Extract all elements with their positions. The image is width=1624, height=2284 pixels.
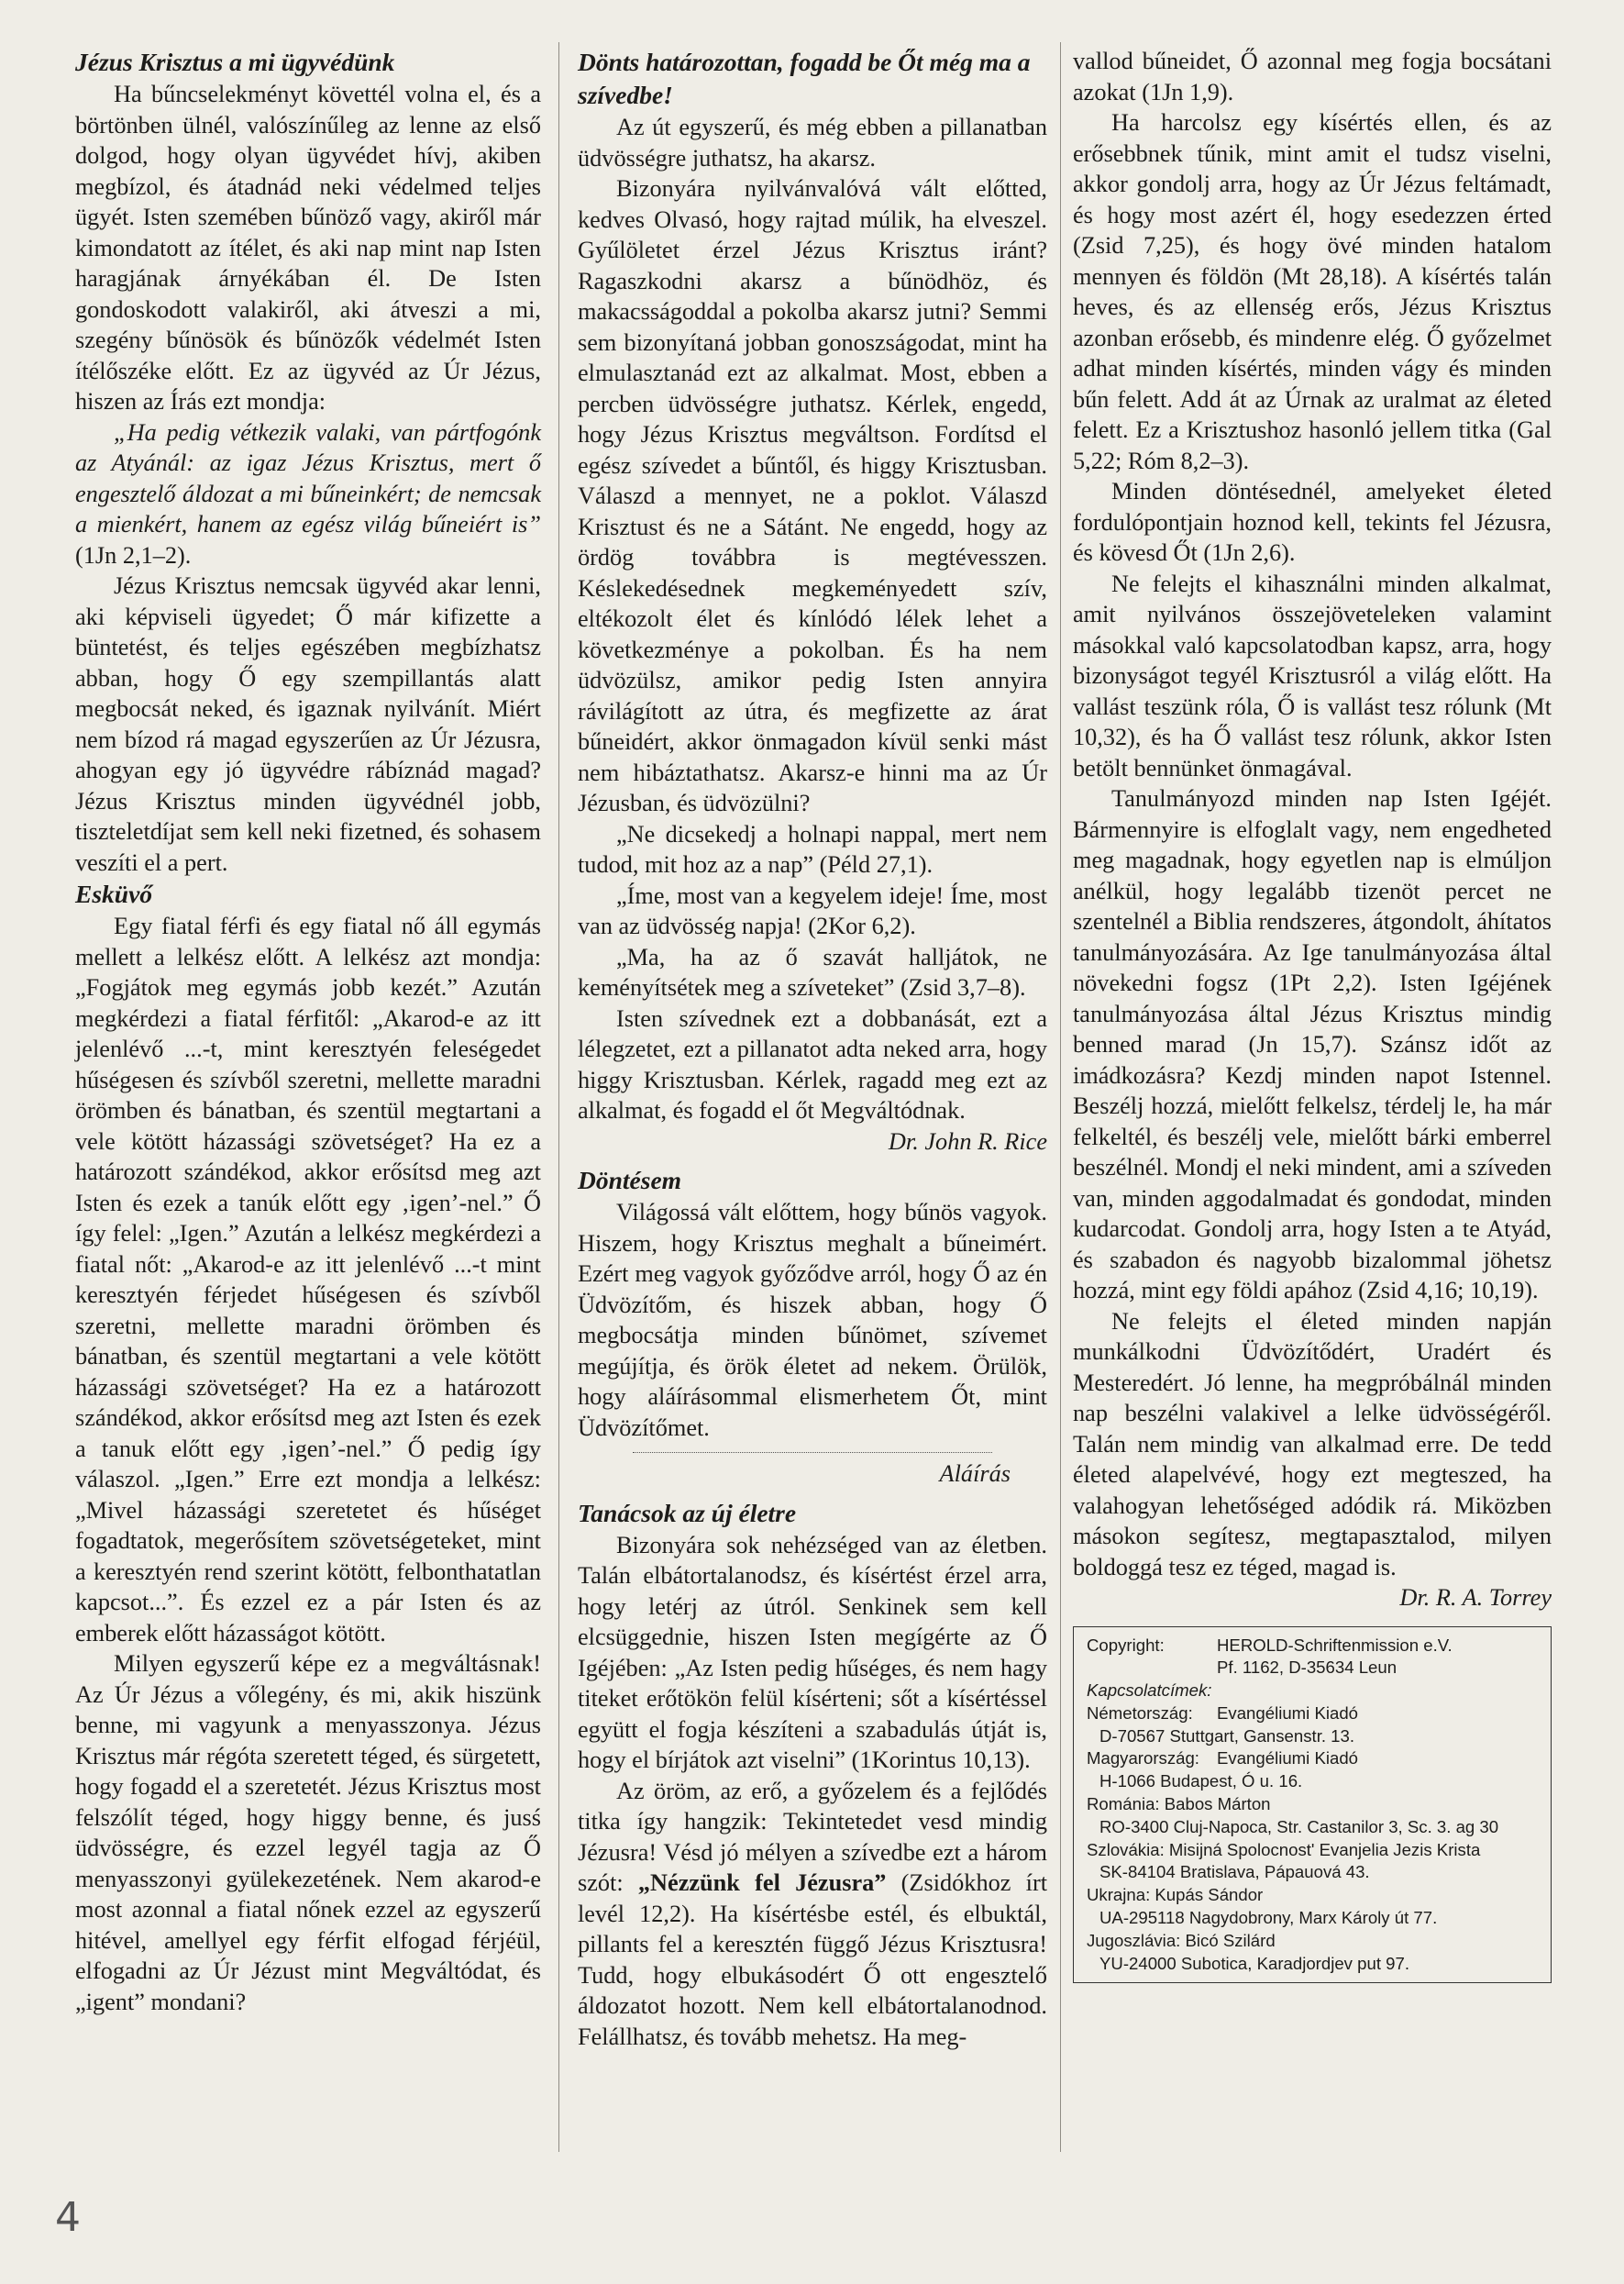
column-left <box>75 46 541 2017</box>
contact-address: YU-24000 Subotica, Karadjordjev put 97. <box>1099 1953 1410 1973</box>
paragraph: vallod bűneidet, Ő azonnal meg fogja bocsátani azokat (1Jn 1,9). <box>1073 48 1552 105</box>
contacts-title: Kapcsolatcímek: <box>1087 1680 1212 1701</box>
copyright-box <box>1073 1626 1552 1984</box>
emphasis-text: „Nézzünk fel Jézusra” <box>637 1869 887 1896</box>
paragraph: Jézus Krisztus nemcsak ügyvéd akar lenni, aki képviseli ügyedet; Ő már kifizette a büntetést, és teljes egészében megbízhatsz abban, hogy Ő egy szempillantás alatt megbocsát neked, és igaznak nyilvánít. Miért nem bízod rá magad egyszerűen az Úr Jézusra, ahogyan egy jó ügyvédre rábíznád magad? Jézus Krisztus minden ügyvédnél jobb, tiszteletdíjat sem kell neki fizetned, és sohasem veszíti el a pert. <box>75 572 541 876</box>
contact-ukraine: Ukrajna: Kupás Sándor <box>1087 1885 1264 1905</box>
contact-address: SK-84104 Bratislava, Pápauová 43. <box>1099 1862 1370 1882</box>
contact-slovakia: Szlovákia: Misijná Spolocnost' Evanjelia Jezis Krista <box>1087 1839 1481 1859</box>
paragraph: Tanulmányozd minden nap Isten Igéjét. Bármennyire is elfoglalt vagy, nem engedheted meg magadnak, hogy egyetlen nap is elmúljon anélkül, hogy legalább tizenöt percet ne szentelnél a Biblia rendszeres, átgondolt, áhítatos tanulmányozására. Az Ige tanulmányozása által növekedni fogsz (1Pt 2,2). Isten Igéjének tanulmányozása által Jézus Krisztus mindig benned marad (Jn 15,7). Szánsz időt az imádkozásra? Kezdj minden napot Istennel. Beszélj hozzá, mielőtt felkelsz, térdelj le, ha már felkeltél, és beszélj vele, mielőtt bárki emberrel beszélnél. Mondj el neki mindent, ami a szíveden van, minden aggodalmadat és gondodat, minden kudarcodat. Gondolj arra, hogy Isten a te Atyád, és szabadon és nagyobb bizalommal jöhetsz hozzá, mint egy földi apához (Zsid 4,16; 10,19). <box>1073 785 1552 1303</box>
paragraph: Világossá vált előttem, hogy bűnös vagyok. Hiszem, hogy Krisztus meghalt a bűneimért. Ezért meg vagyok győződve arról, hogy Ő az én Üdvözítőm, és hiszek abban, hogy Ő megbocsátja minden bűnömet, szívemet megújítja, és örök életet ad nekem. Örülök, hogy aláírásommal elismerhetem Őt, mint Üdvözítőmet. <box>578 1199 1047 1441</box>
signature-line <box>633 1452 992 1458</box>
paragraph: Az út egyszerű, és még ebben a pillanatban üdvösségre juthatsz, ha akarsz. <box>578 114 1047 172</box>
contact-address: UA-295118 Nagydobrony, Marx Károly út 77. <box>1099 1908 1438 1928</box>
contact-name: Evangéliumi Kiadó <box>1217 1702 1359 1723</box>
author-signature: Dr. John R. Rice <box>888 1127 1047 1155</box>
text: Az öröm, az erő, a győzelem és a fejlődés titka így hangzik: Tekintetedet vesd mindig Jézusra! Vésd jó mélyen a szívedbe ezt a három szót: <box>578 1777 1047 1896</box>
quote-reference: (1Jn 2,1–2). <box>75 541 192 569</box>
contact-name: Evangéliumi Kiadó <box>1217 1748 1359 1768</box>
column-right <box>1073 46 1552 1983</box>
contact-hungary <box>1087 1747 1540 1770</box>
contact-germany <box>1087 1702 1540 1725</box>
paragraph: Ne felejts el életed minden napján munkálkodni Üdvözítődért, Uradért és Mesteredért. Jó lenne, ha megpróbálnál minden nap beszélni valakivel a lelke üdvösségéről. Talán nem mindig van alkalmad erre. De tedd életed alapelvévé, hogy ezt megteszed, ha valahogyan lehetőséged adódik rá. Miközben másokon segítesz, megtapasztalod, milyen boldoggá tesz ez téged, magad is. <box>1073 1307 1552 1580</box>
column-middle <box>578 46 1047 2052</box>
contact-romania: Románia: Babos Márton <box>1087 1794 1271 1814</box>
country-label: Magyarország: <box>1087 1748 1199 1768</box>
paragraph: „Íme, most van a kegyelem ideje! Íme, most van az üdvösség napja! (2Kor 6,2). <box>578 881 1047 939</box>
contact-address: H-1066 Budapest, Ó u. 16. <box>1099 1771 1303 1791</box>
column-divider <box>558 42 559 2152</box>
text: (Zsidókhoz írt levél 12,2). Ha kísértésbe estél, és elbuktál, pillants fel a keresztén függő Jézus Krisztusra! Tudd, hogy elbukásodért Ő ott engesztelő áldozatot hozott. Nem kell elbátortalanodnod. Felállhatsz, és tovább mehetsz. Ha meg- <box>578 1869 1048 2050</box>
paragraph: „Ma, ha az ő szavát halljátok, ne keményítsétek meg a szíveteket” (Zsid 3,7–8). <box>578 943 1047 1001</box>
paragraph: Ha bűncselekményt követtél volna el, és a börtönben ülnél, valószínűleg az lenne az első dolgod, hogy olyan ügyvédet hívj, akiben megbízol, és átadnád neki védelmed teljes ügyét. Isten szemében bűnöző vagy, akiről már kimondatott az ítélet, és aki nap mint nap Isten haragjának árnyékában él. De Isten gondoskodott valakiről, aki átveszi a mi, szegény bűnösök és bűnözők védelmét Isten ítélőszéke előtt. Ez az ügyvéd az Úr Jézus, hiszen az Írás ezt mondja: <box>75 81 541 415</box>
section-heading: Döntésem <box>578 1166 682 1194</box>
column-divider <box>1060 42 1061 2152</box>
copyright-row <box>1087 1635 1540 1658</box>
section-heading: Esküvő <box>75 880 153 908</box>
signature-label: Aláírás <box>939 1460 1011 1487</box>
paragraph: Milyen egyszerű képe ez a megváltásnak! Az Úr Jézus a vőlegény, és mi, akik hiszünk benne, mi vagyunk a menyasszonya. Jézus Krisztus már régóta szeretett téged, és sürgetett, hogy fogadd el a szeretetét. Jézus Krisztus most felszólít téged, hogy higgy benne, és jusś üdvösségre, és ezzel legyél tagja az Ő menyasszonyi gyülekezetének. Nem akarod-e most azonnal a fiatal nőnek ezzel az egyszerű hitével, amellyel egy férfit elfogad férjéül, elfogadni az Úr Jézust mint Megváltódat, és „igent” mondani? <box>75 1650 541 2015</box>
contact-address: RO-3400 Cluj-Napoca, Str. Castanilor 3, Sc. 3. ag 30 <box>1099 1816 1499 1836</box>
paragraph: Minden döntésednél, amelyeket életed fordulópontjain hoznod kell, tekints fel Jézusra, és kövesd Őt (1Jn 2,6). <box>1073 478 1552 566</box>
contact-yugoslavia: Jugoszlávia: Bicó Szilárd <box>1087 1930 1276 1950</box>
section-heading: Dönts határozottan, fogadd be Őt még ma a szívedbe! <box>578 48 1031 109</box>
bible-quote <box>75 417 541 571</box>
section-heading: Jézus Krisztus a mi ügyvédünk <box>75 48 395 76</box>
section-heading: Tanácsok az új életre <box>578 1498 797 1527</box>
quote-text: „Ha pedig vétkezik valaki, van pártfogónk az Atyánál: az igaz Jézus Krisztus, mert ő engesztelő áldozat a mi bűneinkért; de nemcsak a mienkért, hanem az egész világ bűneiért is” <box>75 418 541 538</box>
country-label: Németország: <box>1087 1702 1193 1723</box>
copyright-label: Copyright: <box>1087 1635 1165 1655</box>
contact-address: D-70567 Stuttgart, Gansenstr. 13. <box>1099 1725 1355 1746</box>
author-signature: Dr. R. A. Torrey <box>1399 1584 1552 1611</box>
paragraph: Ne felejts el kihasználni minden alkalmat, amit nyilvános összejöveteleken valamint másokkal való kapcsolatodban kapsz, arra, hogy bizonyságot tegyél Krisztusról a világ előtt. Ha vallást teszünk róla, Ő is vallást tesz rólunk (Mt 10,32), és ha Ő vallást tesz rólunk, akkor Isten betölt bennünket önmagával. <box>1073 570 1552 782</box>
publisher-address-row <box>1087 1657 1540 1680</box>
paragraph: „Ne dicsekedj a holnapi nappal, mert nem tudod, mit hoz az a nap” (Péld 27,1). <box>578 820 1047 878</box>
paragraph: Bizonyára sok nehézséged van az életben. Talán elbátortalanodsz, és kísértést érzel arra, hogy letérj az útról. Senkinek sem kell elcsüggednie, hiszen Isten megígérte az Ő Igéjében: „Az Isten pedig hűséges, és nem hagy titeket erőtökön felül kísérteni; sőt a kísértéssel együtt el fogja készíteni a szabadulás útját is, hogy el bírjátok azt viselni” (1Korintus 10,13). <box>578 1531 1047 1773</box>
publisher-name: HEROLD-Schriftenmission e.V. <box>1217 1635 1453 1655</box>
paragraph <box>578 1776 1047 2053</box>
paragraph: Bizonyára nyilvánvalóvá vált előtted, kedves Olvasó, hogy rajtad múlik, ha elveszel. Gyűlöletet érzel Jézus Krisztus iránt? Ragaszkodni akarsz a bűnödhöz, és makacsságoddal a pokolba akarsz jutni? Semmi sem bizonyítaná jobban gonoszságodat, mint ha elmulasztanád ezt az alkalmat. Most, ebben a percben üdvösségre juthatsz. Kérlek, engedd, hogy Jézus Krisztus megváltson. Fordítsd el egész szívedet a bűntől, és higgy Krisztusban. Válaszd a mennyet, ne a poklot. Válaszd Krisztust és ne a Sátánt. Ne engedd, hogy az ördög továbbra is megtévesszen. Késlekedésednek megkeményedett szív, eltékozolt élet és kínlódó lélek lehet a következménye a pokolban. És ha nem üdvözülsz, amikor pedig Isten annyira rávilágított az útra, és megfizette az árat bűneidért, akkor önmagadon kívül senki mást nem hibáztathatsz. Akarsz-e hinni ma az Úr Jézusban, és üdvözülni? <box>578 175 1047 816</box>
paragraph: Isten szívednek ezt a dobbanását, ezt a lélegzetet, ezt a pillanatot adta neked arra, hogy higgy Krisztusban. Kérlek, ragadd meg ezt az alkalmat, és fogadd el őt Megváltódnak. <box>578 1004 1047 1124</box>
paragraph: Egy fiatal férfi és egy fiatal nő áll egymás mellett a lelkész előtt. A lelkész azt mondja: „Fogjátok meg egymás jobb kezét.” Azután megkérdezi a fiatal férfitől: „Akarod-e az itt jelenlévő ...-t, mint keresztyén feleségedet hűségesen és szívből szeretni, mellette maradni örömben és bánatban, és szentül megtartani a vele kötött házassági szövetséget? Ha ez a határozott szándékod, akkor erősítsd meg azt Isten és ezek a tanúk előtt egy ‚igen’-nel.” Ő így felel: „Igen.” Azután a lelkész megkérdezi a fiatal nőt: „Akarod-e az itt jelenlévő ...-t mint keresztyén férjedet hűségesen és szívből szeretni, mellette maradni örömben és bánatban, és szentül megtartani a vele kötött házassági szövetséget? Ha ez a határozott szándékod, akkor erősítsd meg azt Isten és ezek a tanuk előtt egy ‚igen’-nel.” Ő pedig így válaszol. „Igen.” Erre ezt mondja a lelkész: „Mivel házassági szeretetet és hűséget fogadtatok, megerősítem szövetségeteket, mint a keresztyén rend szerint kötött, felbonthatatlan kapcsot...”. És ezzel ez a pár Isten és az emberek előtt házasságot kötött. <box>75 913 541 1646</box>
paragraph: Ha harcolsz egy kísértés ellen, és az erősebbnek tűnik, mint amit el tudsz viselni, akkor gondolj arra, hogy az Úr Jézus feltámadt, és hogy most azért él, hogy esedezzen érted (Zsid 7,25), és hogy övé minden hatalom mennyen és földön (Mt 28,18). A kísértés talán heves, és az ellenség erős, Jézus Krisztus azonban erősebb, és mindenre elég. Ő győzelmet adhat minden kísértés, minden vágy és minden bűn felett. Add át az Úrnak az uralmat az életed felett. Ez a Krisztushoz hasonló jellem titka (Gal 5,22; Róm 8,2–3). <box>1073 109 1552 474</box>
page-number: 4 <box>55 2194 81 2241</box>
publisher-address: Pf. 1162, D-35634 Leun <box>1217 1658 1398 1678</box>
